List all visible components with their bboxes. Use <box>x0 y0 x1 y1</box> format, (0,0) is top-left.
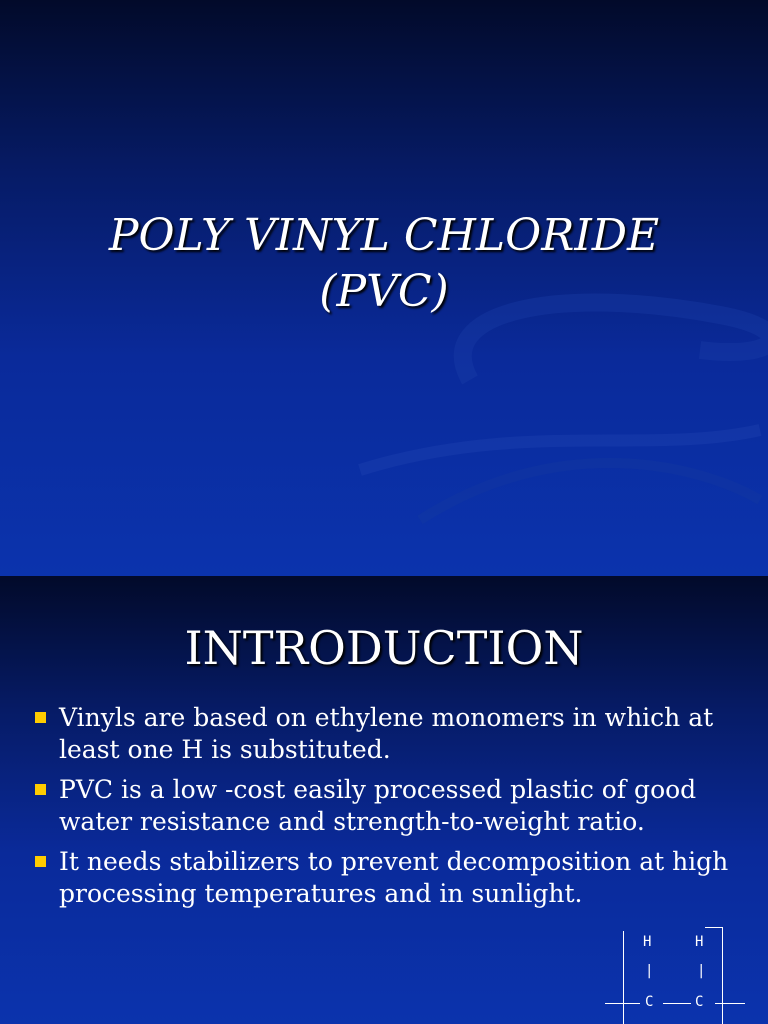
bullet-item <box>30 846 730 910</box>
bullet-item <box>30 774 730 838</box>
bond-label: | <box>645 963 654 979</box>
structure-bond-line <box>663 1003 691 1004</box>
bullet-text: Vinyls are based on ethylene monomers in which at least one H is substituted. <box>59 703 714 764</box>
pvc-structure-diagram <box>605 921 755 1024</box>
carbon-atom-label: C <box>695 994 704 1010</box>
slide-title <box>0 208 768 320</box>
bullet-text: It needs stabilizers to prevent decomposition at high processing temperatures and in sunlight. <box>59 847 729 908</box>
bond-label: | <box>697 963 706 979</box>
structure-frame-line <box>705 927 723 928</box>
structure-bond-line <box>605 1003 640 1004</box>
hydrogen-atom-label: H <box>695 934 704 950</box>
hydrogen-atom-label: H <box>643 934 652 950</box>
structure-bond-line <box>715 1003 745 1004</box>
carbon-atom-label: C <box>645 994 654 1010</box>
bullet-item <box>30 702 730 766</box>
bullet-square-icon <box>35 856 46 867</box>
bullet-square-icon <box>35 784 46 795</box>
bullet-list <box>30 702 730 918</box>
introduction-slide <box>0 576 768 1024</box>
title-line-1: POLY VINYL CHLORIDE <box>108 210 660 261</box>
bullet-text: PVC is a low -cost easily processed plastic of good water resistance and strength-to-weight ratio. <box>59 775 697 836</box>
title-line-2: (PVC) <box>319 266 449 317</box>
introduction-heading: INTRODUCTION <box>184 621 584 675</box>
structure-frame-line <box>722 927 723 1024</box>
structure-frame-line <box>623 931 624 1024</box>
bullet-square-icon <box>35 712 46 723</box>
